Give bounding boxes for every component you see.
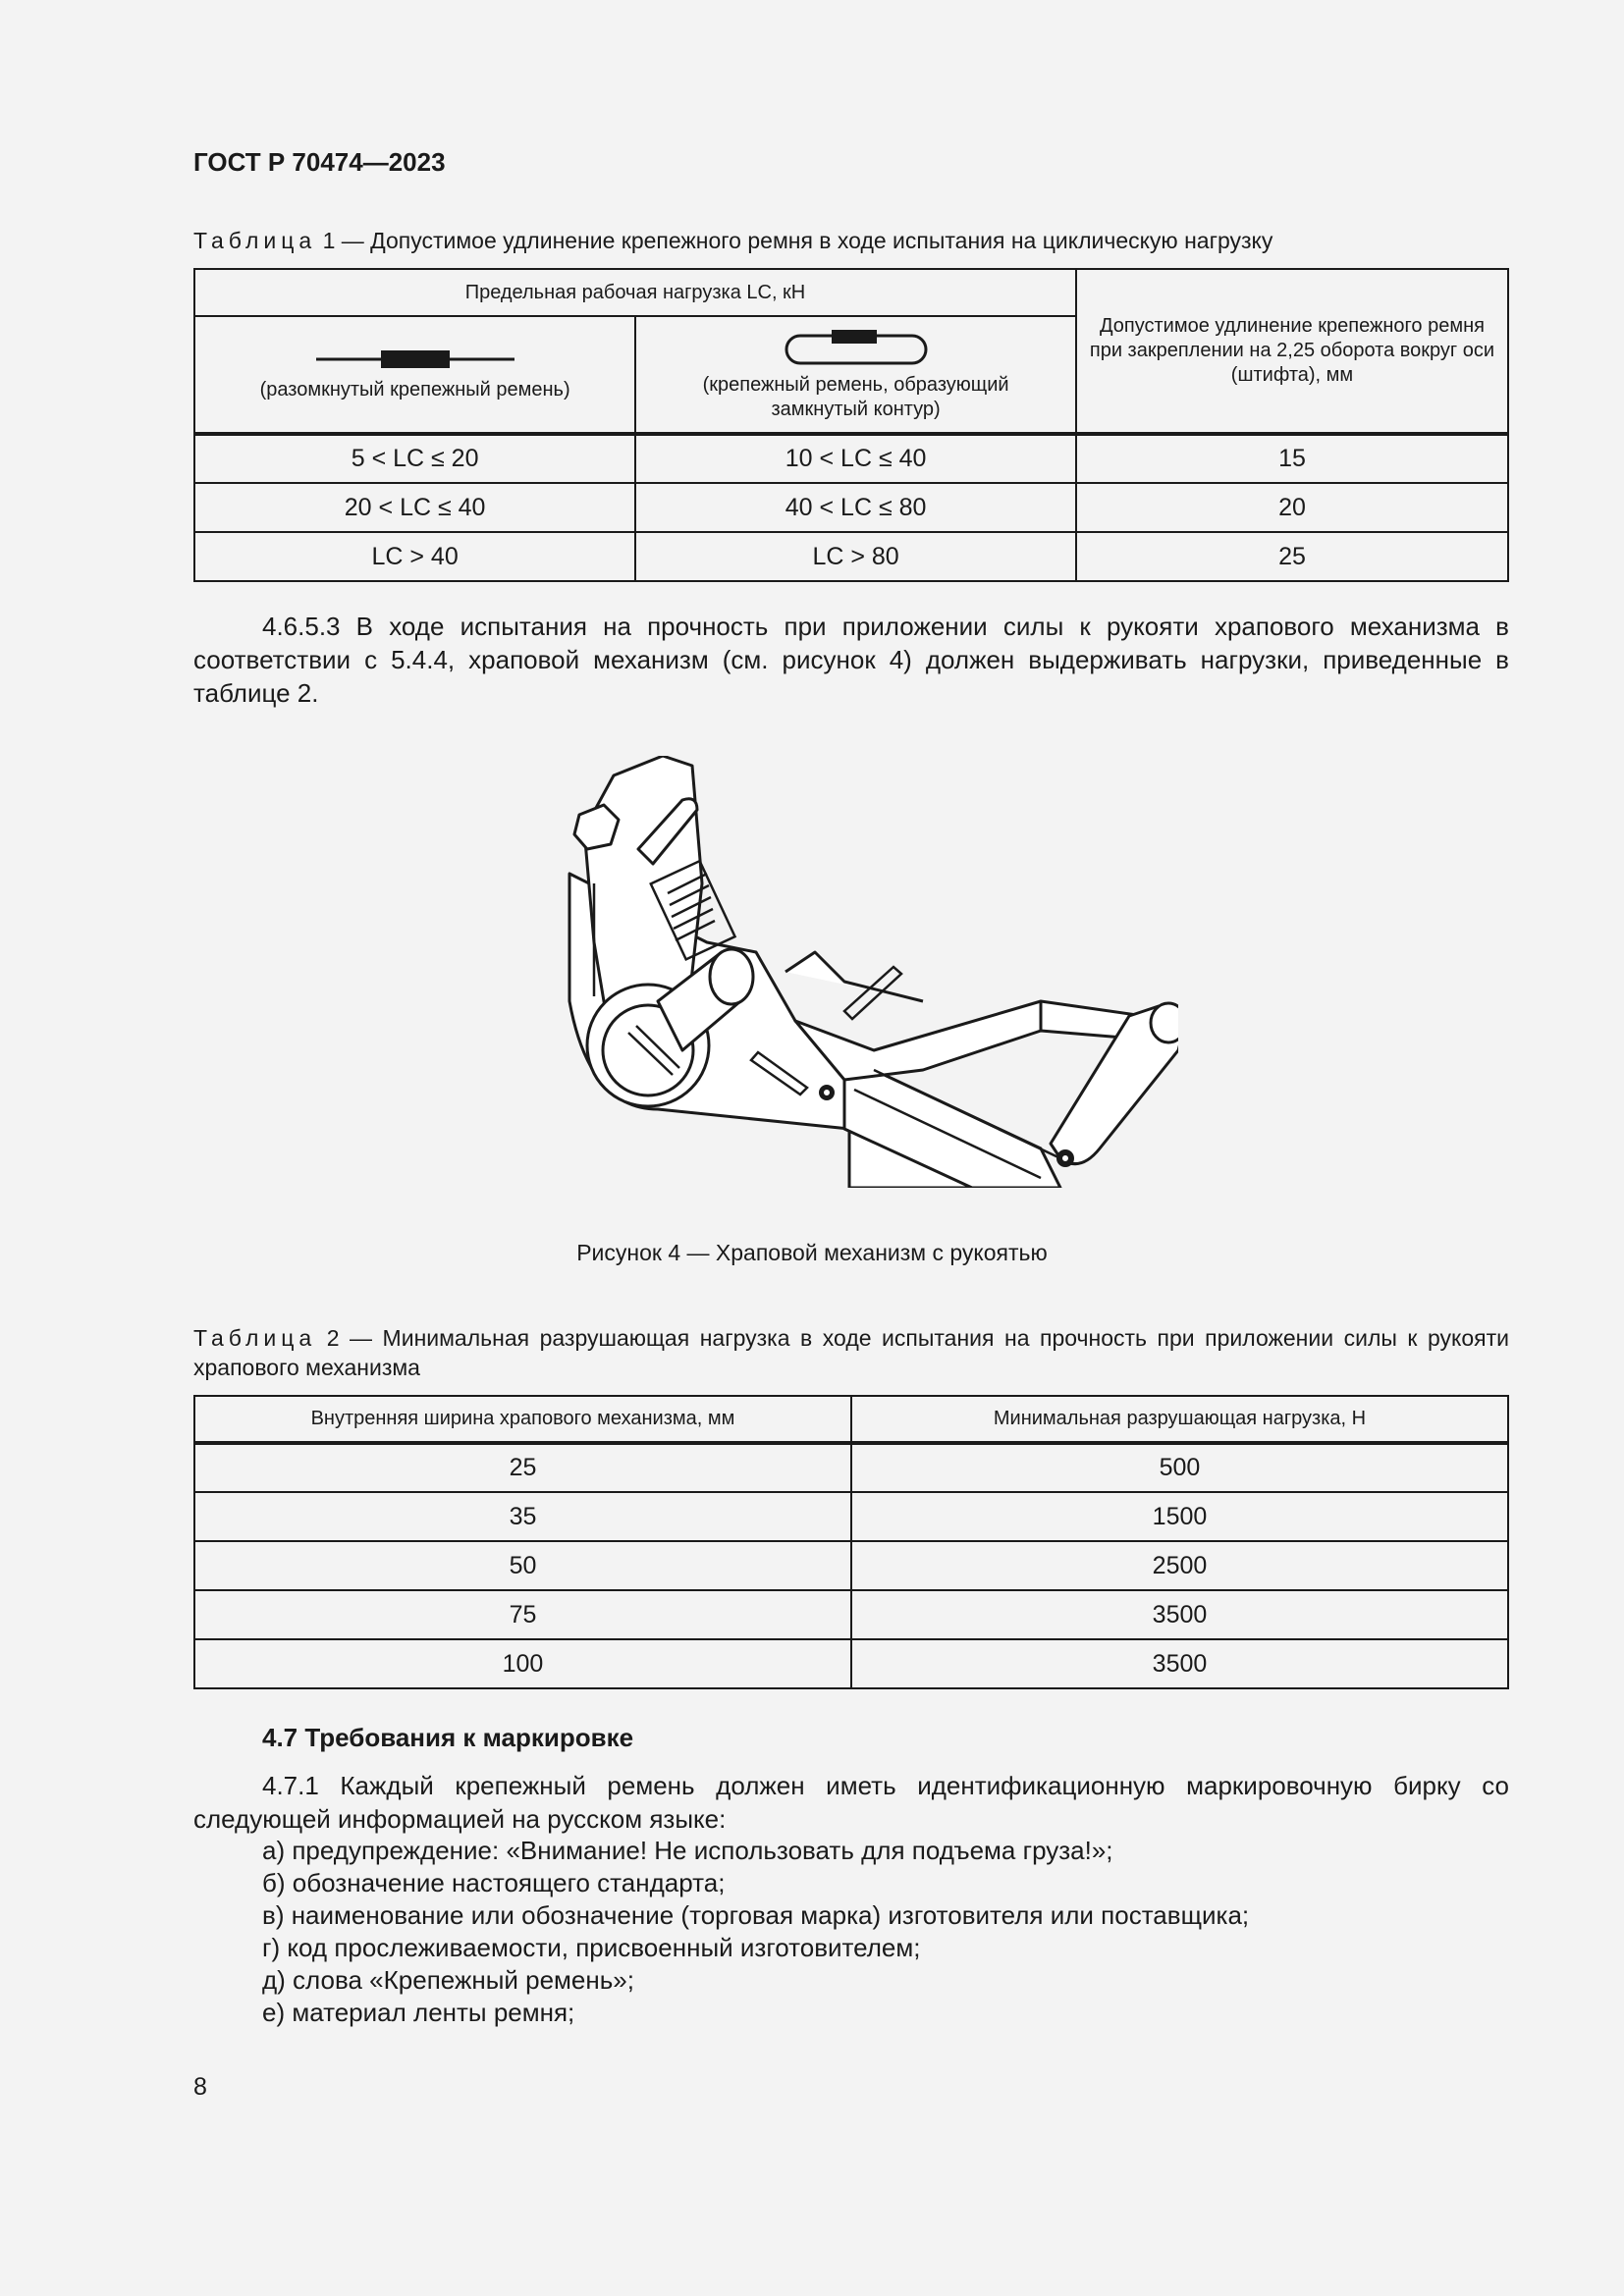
- table2-caption: [193, 1323, 1509, 1382]
- page-number: 8: [193, 2073, 207, 2101]
- table1-col2-label: (крепежный ремень, образующий замкнутый контур): [702, 373, 1009, 420]
- table2-cell: 35: [194, 1492, 851, 1541]
- table1-cell: 25: [1076, 532, 1508, 581]
- table1-caption: [193, 226, 1509, 255]
- list-item: б) обозначение настоящего стандарта;: [262, 1868, 726, 1897]
- table1: [193, 268, 1509, 582]
- table1-col1-header: [194, 316, 635, 434]
- table1-cell: 5 < LC ≤ 20: [194, 434, 635, 483]
- closed-loop-strap-icon: [783, 328, 930, 369]
- list-item: в) наименование или обозначение (торговая марка) изготовителя или поставщика;: [262, 1900, 1250, 1930]
- table2-cell: 1500: [851, 1492, 1508, 1541]
- table1-cell: 15: [1076, 434, 1508, 483]
- open-strap-icon: [312, 347, 518, 372]
- table2-cell: 3500: [851, 1639, 1508, 1688]
- table2-caption-label: Таблица: [193, 1325, 317, 1351]
- table2-cell: 25: [194, 1443, 851, 1492]
- table2-cell: 3500: [851, 1590, 1508, 1639]
- marking-list: [262, 1835, 1249, 2029]
- table1-cell: LC > 80: [635, 532, 1076, 581]
- list-item: г) код прослеживаемости, присвоенный изготовителем;: [262, 1933, 921, 1962]
- list-item: а) предупреждение: «Внимание! Не использовать для подъема груза!»;: [262, 1836, 1113, 1865]
- paragraph-4-6-5-3: 4.6.5.3 В ходе испытания на прочность при приложении силы к рукояти храпового механизма в соответствии с 5.4.4, храповой механизм (см. рисунок 4) должен выдерживать нагрузки, приведенные в таблице 2.: [193, 612, 1509, 708]
- table1-cell: 20 < LC ≤ 40: [194, 483, 635, 532]
- table2-cell: 50: [194, 1541, 851, 1590]
- table2-caption-text: 2 — Минимальная разрушающая нагрузка в ходе испытания на прочность при приложении силы к рукояти храпового механизма: [193, 1325, 1509, 1380]
- table2-cell: 2500: [851, 1541, 1508, 1590]
- table2-cell: 500: [851, 1443, 1508, 1492]
- table1-cell: 40 < LC ≤ 80: [635, 483, 1076, 532]
- figure4-caption: Рисунок 4 — Храповой механизм с рукоятью: [576, 1240, 1048, 1265]
- ratchet-mechanism-figure: [550, 756, 1178, 1188]
- table1-cell: 20: [1076, 483, 1508, 532]
- table2-col1-header: Внутренняя ширина храпового механизма, мм: [194, 1396, 851, 1443]
- table2-col2-header: Минимальная разрушающая нагрузка, Н: [851, 1396, 1508, 1443]
- table1-caption-label: Таблица: [193, 228, 317, 253]
- table1-cell: LC > 40: [194, 532, 635, 581]
- table1-cell: 10 < LC ≤ 40: [635, 434, 1076, 483]
- table2-cell: 100: [194, 1639, 851, 1688]
- list-item: е) материал ленты ремня;: [262, 1998, 575, 2027]
- table1-group-header: Предельная рабочая нагрузка LC, кН: [194, 269, 1076, 316]
- list-item: д) слова «Крепежный ремень»;: [262, 1965, 634, 1995]
- document-header: ГОСТ Р 70474—2023: [193, 147, 446, 177]
- table1-col1-label: (разомкнутый крепежный ремень): [259, 379, 570, 400]
- table2: [193, 1395, 1509, 1689]
- table2-cell: 75: [194, 1590, 851, 1639]
- table1-caption-text: 1 — Допустимое удлинение крепежного ремня в ходе испытания на циклическую нагрузку: [316, 228, 1273, 253]
- paragraph-4-7-1: 4.7.1 Каждый крепежный ремень должен иметь идентификационную маркировочную бирку со следующей информацией на русском языке:: [193, 1771, 1509, 1834]
- section-4-7-title: 4.7 Требования к маркировке: [262, 1723, 634, 1752]
- table1-col2-header: [635, 316, 1076, 434]
- table1-col3-header: Допустимое удлинение крепежного ремня при закреплении на 2,25 оборота вокруг оси (штифта), мм: [1076, 269, 1508, 434]
